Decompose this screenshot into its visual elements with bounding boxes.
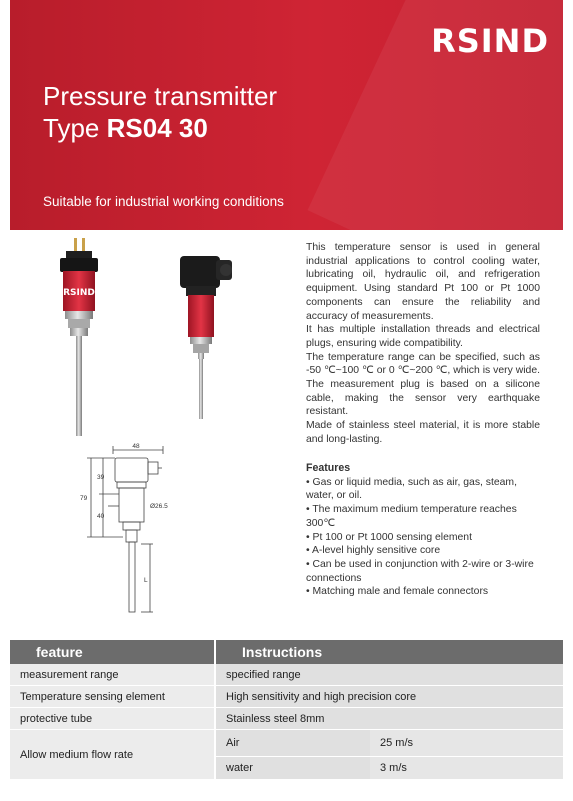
row-feature: measurement range <box>10 664 215 686</box>
row-feature: Allow medium flow rate <box>10 730 215 780</box>
spec-table <box>10 640 563 780</box>
feature-item: • The maximum medium temperature reaches 300℃ <box>306 504 517 529</box>
description-paragraph: Made of stainless steel material, it is more stable and long-lasting. <box>306 420 540 445</box>
description-paragraph: The temperature range can be specified, such as -50 ℃~100 ℃ or 0 ℃~200 ℃, which is very wide. The measurement plug is based on a silicone cable, making the sensor very earthquake resistant. <box>306 351 540 418</box>
column-header-instructions: Instructions <box>215 640 563 664</box>
flow-rate: 25 m/s <box>370 730 563 757</box>
sensor-photo-left <box>60 238 98 436</box>
header-banner <box>10 0 563 230</box>
description-paragraph: It has multiple installation threads and electrical plugs, ensuring wide compatibility. <box>306 324 540 349</box>
dim-body: 40 <box>97 513 105 520</box>
features-list <box>306 476 540 599</box>
table-row <box>10 664 563 686</box>
type-line <box>43 112 277 144</box>
feature-item: • Matching male and female connectors <box>306 586 489 598</box>
row-value: High sensitivity and high precision core <box>215 686 563 708</box>
feature-item: • A-level highly sensitive core <box>306 545 441 557</box>
dim-width: 48 <box>132 443 140 450</box>
table-row <box>10 730 563 757</box>
product-photos <box>30 238 290 438</box>
description-paragraph: This temperature sensor is used in general industrial applications to control cooling water, lubricating oil, hydraulic oil, and refrigeration equipment. Using standard Pt 100 or Pt 1000 components can ensure the reliability and accuracy of measurements. <box>306 242 540 322</box>
features-heading: Features <box>306 462 351 474</box>
sensor-photo-right <box>180 256 232 419</box>
dim-length: L <box>144 577 148 584</box>
row-feature: protective tube <box>10 708 215 730</box>
dimension-drawing <box>78 442 188 617</box>
flow-medium: water <box>215 757 370 780</box>
row-value: Stainless steel 8mm <box>215 708 563 730</box>
type-prefix: Type <box>43 113 100 143</box>
column-header-feature: feature <box>10 640 215 664</box>
model-number: RS04 30 <box>106 113 208 143</box>
dim-diameter: Ø26.5 <box>150 503 168 510</box>
table-row <box>10 708 563 730</box>
feature-item: • Pt 100 or Pt 1000 sensing element <box>306 531 472 543</box>
brand-logo: RSIND <box>431 22 549 60</box>
row-value: specified range <box>215 664 563 686</box>
table-row <box>10 686 563 708</box>
row-feature: Temperature sensing element <box>10 686 215 708</box>
feature-item: • Can be used in conjunction with 2-wire or 3-wire connections <box>306 558 534 584</box>
dim-total: 79 <box>80 495 88 502</box>
product-label: RSIND <box>63 288 95 298</box>
dim-head: 39 <box>97 474 105 481</box>
page-title <box>43 80 277 144</box>
flow-rate: 3 m/s <box>370 757 563 780</box>
title-line: Pressure transmitter <box>43 81 278 111</box>
description <box>306 241 540 447</box>
features-section <box>306 462 540 599</box>
feature-item: • Gas or liquid media, such as air, gas, steam, water, or oil. <box>306 476 517 502</box>
subtitle: Suitable for industrial working conditions <box>43 194 284 209</box>
table-header-row <box>10 640 563 664</box>
flow-medium: Air <box>215 730 370 757</box>
